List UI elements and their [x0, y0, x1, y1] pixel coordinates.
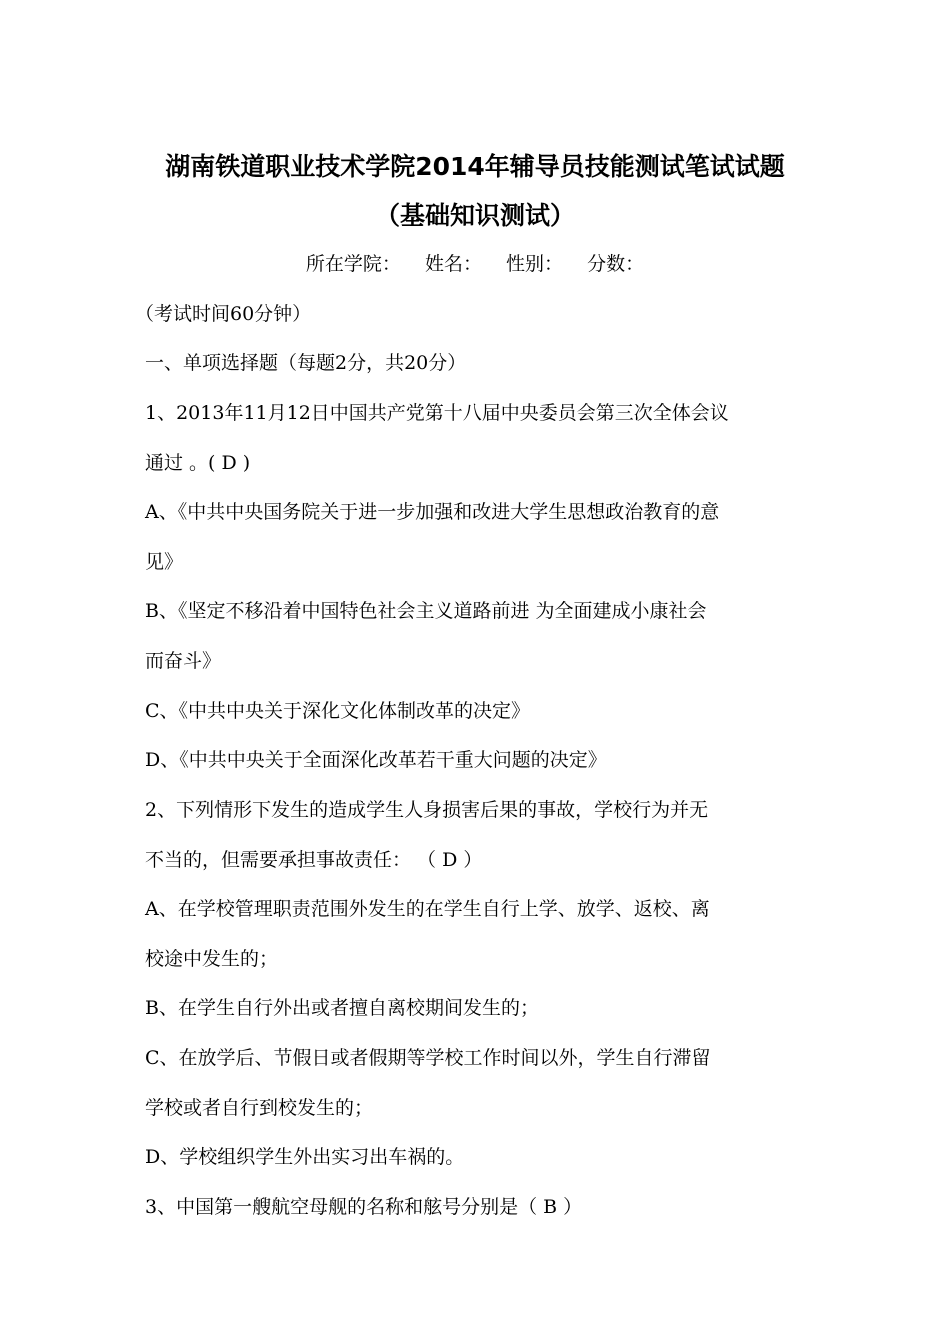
question-3-stem: 3、中国第一艘航空母舰的名称和舷号分别是（ B ） — [145, 1196, 583, 1218]
question-1-option-a-cont: 见》 — [145, 551, 184, 573]
exam-subtitle: （基础知识测试） — [374, 201, 575, 230]
exam-title: 湖南铁道职业技术学院2014年辅导员技能测试笔试试题 — [165, 152, 785, 181]
question-2-option-b: B、在学生自行外出或者擅自离校期间发生的； — [145, 997, 539, 1019]
question-2-option-d: D、学校组织学生外出实习出车祸的。 — [145, 1146, 465, 1168]
question-2-option-c: C、在放学后、节假日或者假期等学校工作时间以外，学生自行滞留 — [145, 1047, 711, 1069]
student-info-row — [0, 249, 950, 279]
section-heading: 一、单项选择题（每题2分，共20分） — [145, 352, 467, 374]
college-label: 所在学院： — [305, 253, 401, 275]
question-1-option-b-cont: 而奋斗》 — [145, 650, 222, 672]
question-2-option-c-cont: 学校或者自行到校发生的； — [145, 1097, 374, 1119]
question-2-option-a-cont: 校途中发生的； — [145, 948, 279, 970]
score-label: 分数： — [587, 253, 645, 275]
exam-time-note: （考试时间60分钟） — [135, 303, 312, 325]
name-label: 姓名： — [424, 253, 482, 275]
question-1-option-a: A、《中共中央国务院关于进一步加强和改进大学生思想政治教育的意 — [145, 501, 720, 523]
question-1-option-b: B、《坚定不移沿着中国特色社会主义道路前进 为全面建成小康社会 — [145, 600, 707, 622]
question-1-option-c: C、《中共中央关于深化文化体制改革的决定》 — [145, 700, 531, 722]
question-2-stem-cont: 不当的，但需要承担事故责任： （ D ） — [145, 849, 483, 871]
question-2-stem: 2、下列情形下发生的造成学生人身损害后果的事故，学校行为并无 — [145, 799, 709, 821]
question-1-option-d: D、《中共中央关于全面深化改革若干重大问题的决定》 — [145, 749, 607, 771]
question-1-stem-cont: 通过 。( D ) — [145, 452, 251, 474]
gender-label: 性别： — [506, 253, 564, 275]
question-2-option-a: A、在学校管理职责范围外发生的在学生自行上学、放学、返校、离 — [145, 898, 710, 920]
question-1-stem: 1、2013年11月12日中国共产党第十八届中央委员会第三次全体会议 — [145, 402, 729, 424]
